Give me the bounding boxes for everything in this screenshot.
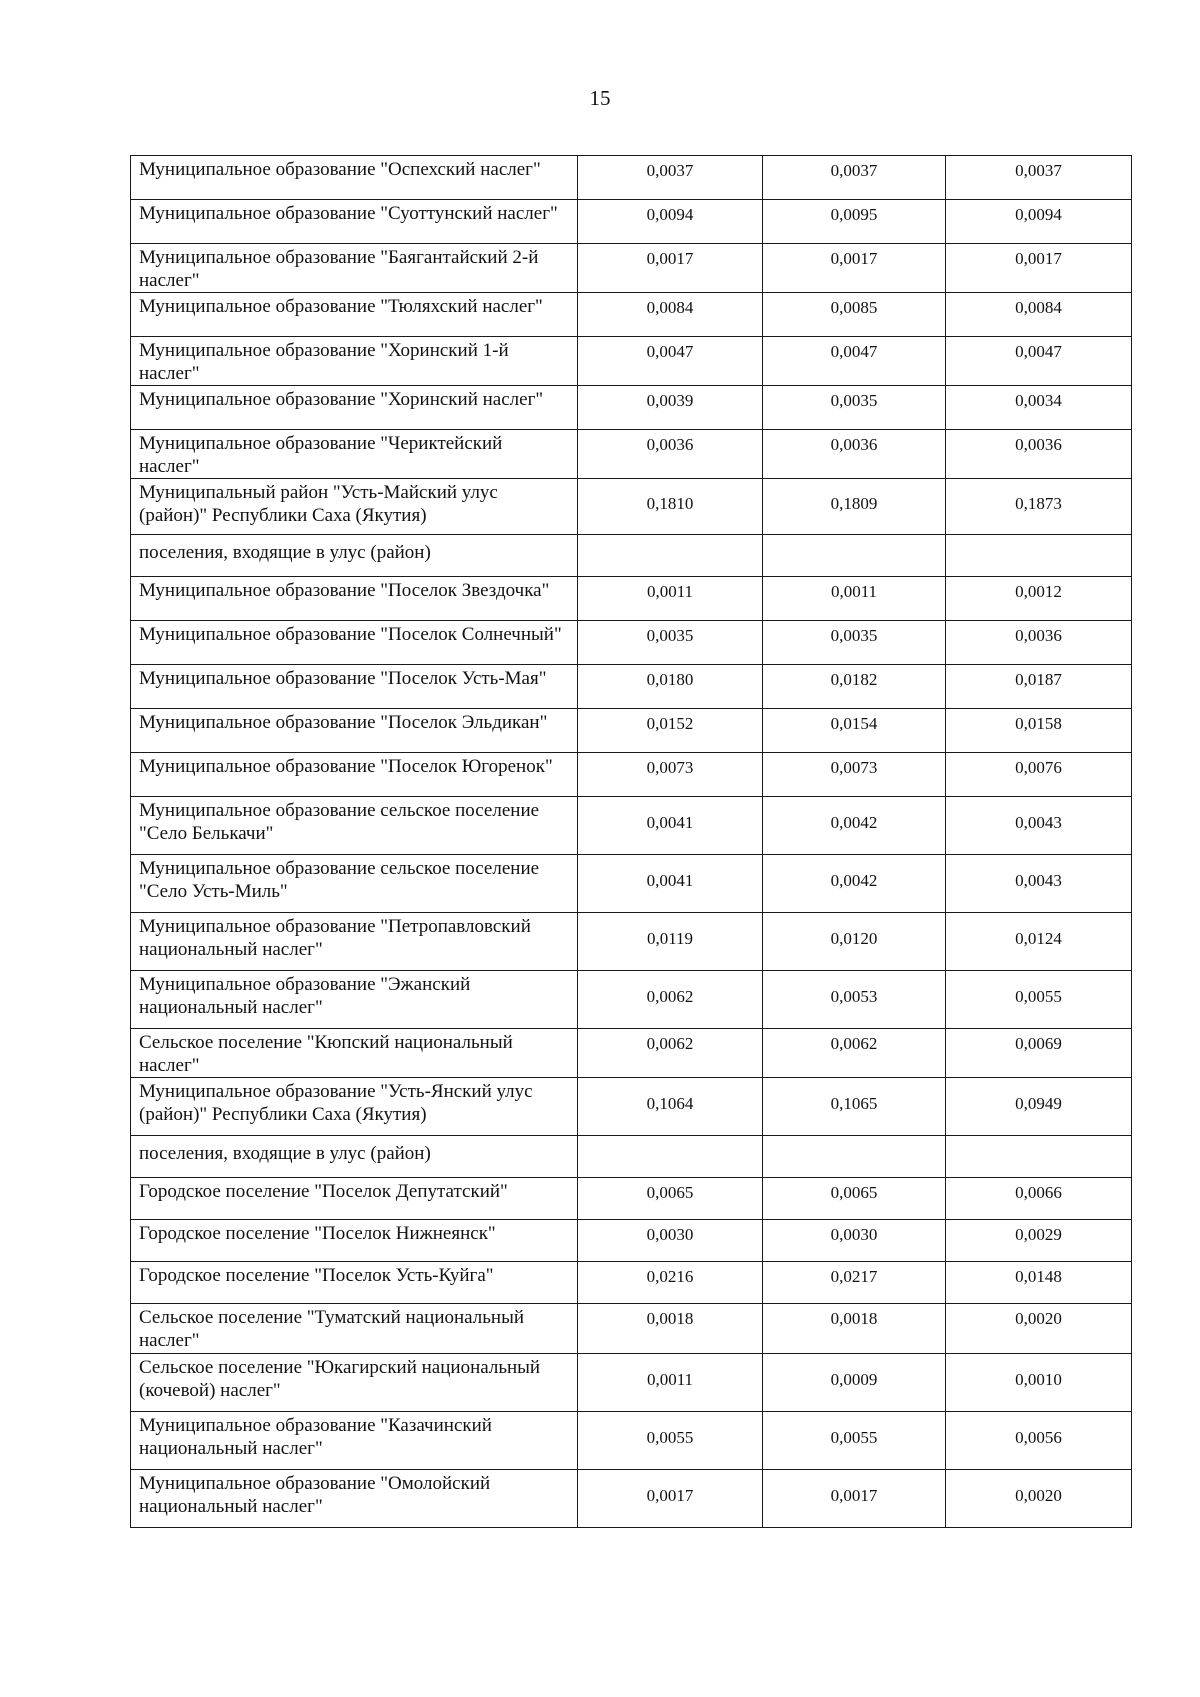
table-row: [131, 621, 1132, 665]
value-2015-cell: 0,0216: [578, 1262, 763, 1304]
value-2015-cell: 0,0073: [578, 753, 763, 797]
table-row: [131, 1354, 1132, 1412]
value-2016-cell: 0,0065: [763, 1178, 946, 1220]
value-2015-cell: 0,0065: [578, 1178, 763, 1220]
row-name-cell: Муниципальное образование "Суоттунский наслег": [131, 200, 578, 244]
value-2016-cell: 0,1065: [763, 1078, 946, 1136]
value-2017-cell: 0,0076: [946, 753, 1132, 797]
table-row: [131, 156, 1132, 200]
row-name-cell: Городское поселение "Поселок Депутатский": [131, 1178, 578, 1220]
table-row: [131, 293, 1132, 337]
value-2015-cell: 0,1810: [578, 479, 763, 535]
table-row: [131, 535, 1132, 577]
value-2016-cell: 0,0217: [763, 1262, 946, 1304]
value-2015-cell: 0,0039: [578, 386, 763, 430]
table-row: [131, 430, 1132, 479]
value-2016-cell: 0,0053: [763, 971, 946, 1029]
row-name-cell: Муниципальное образование "Казачинский национальный наслег": [131, 1412, 578, 1470]
value-2016-cell: 0,0035: [763, 621, 946, 665]
value-2015-cell: 0,0084: [578, 293, 763, 337]
value-2017-cell: 0,0010: [946, 1354, 1132, 1412]
value-2015-cell: 0,0119: [578, 913, 763, 971]
table-row: [131, 577, 1132, 621]
value-2016-cell: 0,0062: [763, 1029, 946, 1078]
value-2017-cell: 0,0012: [946, 577, 1132, 621]
value-2016-cell: 0,0154: [763, 709, 946, 753]
value-2015-cell: 0,0094: [578, 200, 763, 244]
value-2015-cell: 0,0047: [578, 337, 763, 386]
value-2017-cell: 0,0084: [946, 293, 1132, 337]
value-2016-cell: 0,0030: [763, 1220, 946, 1262]
value-2015-cell: 0,0180: [578, 665, 763, 709]
row-name-cell: поселения, входящие в улус (район): [131, 535, 578, 577]
row-name-cell: Муниципальное образование "Оспехский наслег": [131, 156, 578, 200]
table-row: [131, 1220, 1132, 1262]
value-2017-cell: 0,0055: [946, 971, 1132, 1029]
value-2016-cell: 0,0009: [763, 1354, 946, 1412]
row-name-cell: Сельское поселение "Туматский национальный наслег": [131, 1304, 578, 1354]
value-2015-cell: 0,0018: [578, 1304, 763, 1354]
value-2017-cell: 0,0036: [946, 621, 1132, 665]
value-2015-cell: 0,1064: [578, 1078, 763, 1136]
table-row: [131, 1078, 1132, 1136]
row-name-cell: Муниципальное образование "Хоринский наслег": [131, 386, 578, 430]
value-2017-cell: 0,1873: [946, 479, 1132, 535]
value-2015-cell: 0,0062: [578, 971, 763, 1029]
value-2016-cell: 0,0182: [763, 665, 946, 709]
value-2016-cell: 0,0036: [763, 430, 946, 479]
table-row: [131, 1178, 1132, 1220]
value-2017-cell: 0,0949: [946, 1078, 1132, 1136]
row-name-cell: Муниципальное образование "Петропавловский национальный наслег": [131, 913, 578, 971]
table-row: [131, 386, 1132, 430]
table-row: [131, 1470, 1132, 1528]
value-2017-cell: [946, 535, 1132, 577]
row-name-cell: Муниципальное образование "Поселок Эльдикан": [131, 709, 578, 753]
value-2017-cell: 0,0020: [946, 1304, 1132, 1354]
table-row: [131, 855, 1132, 913]
row-name-cell: Муниципальное образование "Хоринский 1-й наслег": [131, 337, 578, 386]
value-2016-cell: [763, 535, 946, 577]
value-2015-cell: 0,0037: [578, 156, 763, 200]
value-2015-cell: 0,0017: [578, 244, 763, 293]
value-2015-cell: 0,0011: [578, 1354, 763, 1412]
row-name-cell: Муниципальное образование "Омолойский национальный наслег": [131, 1470, 578, 1528]
value-2017-cell: 0,0124: [946, 913, 1132, 971]
value-2017-cell: 0,0043: [946, 855, 1132, 913]
value-2015-cell: [578, 1136, 763, 1178]
table-row: [131, 913, 1132, 971]
value-2015-cell: 0,0055: [578, 1412, 763, 1470]
table-row: [131, 1136, 1132, 1178]
row-name-cell: Муниципальное образование "Усть-Янский улус (район)" Республики Саха (Якутия): [131, 1078, 578, 1136]
value-2016-cell: [763, 1136, 946, 1178]
value-2017-cell: 0,0037: [946, 156, 1132, 200]
row-name-cell: Муниципальный район "Усть-Майский улус (район)" Республики Саха (Якутия): [131, 479, 578, 535]
value-2015-cell: 0,0035: [578, 621, 763, 665]
value-2016-cell: 0,0011: [763, 577, 946, 621]
row-name-cell: Муниципальное образование "Чериктейский наслег": [131, 430, 578, 479]
value-2017-cell: 0,0187: [946, 665, 1132, 709]
table-row: [131, 337, 1132, 386]
row-name-cell: Муниципальное образование "Поселок Югоренок": [131, 753, 578, 797]
value-2016-cell: 0,0047: [763, 337, 946, 386]
table-row: [131, 1029, 1132, 1078]
value-2016-cell: 0,0018: [763, 1304, 946, 1354]
row-name-cell: Муниципальное образование "Баягантайский 2-й наслег": [131, 244, 578, 293]
table-row: [131, 665, 1132, 709]
row-name-cell: Муниципальное образование "Поселок Усть-Мая": [131, 665, 578, 709]
value-2017-cell: 0,0056: [946, 1412, 1132, 1470]
value-2017-cell: 0,0034: [946, 386, 1132, 430]
table-row: [131, 244, 1132, 293]
table-row: [131, 1304, 1132, 1354]
row-name-cell: Муниципальное образование "Эжанский национальный наслег": [131, 971, 578, 1029]
value-2015-cell: 0,0011: [578, 577, 763, 621]
row-name-cell: Сельское поселение "Кюпский национальный наслег": [131, 1029, 578, 1078]
value-2015-cell: 0,0041: [578, 797, 763, 855]
value-2017-cell: 0,0094: [946, 200, 1132, 244]
row-name-cell: Сельское поселение "Юкагирский национальный (кочевой) наслег": [131, 1354, 578, 1412]
value-2017-cell: 0,0047: [946, 337, 1132, 386]
table-row: [131, 1262, 1132, 1304]
value-2016-cell: 0,0042: [763, 855, 946, 913]
table-row: [131, 971, 1132, 1029]
value-2017-cell: 0,0043: [946, 797, 1132, 855]
row-name-cell: Муниципальное образование "Поселок Звездочка": [131, 577, 578, 621]
value-2016-cell: 0,0017: [763, 244, 946, 293]
value-2015-cell: 0,0062: [578, 1029, 763, 1078]
row-name-cell: Муниципальное образование "Поселок Солнечный": [131, 621, 578, 665]
value-2017-cell: 0,0029: [946, 1220, 1132, 1262]
value-2016-cell: 0,0095: [763, 200, 946, 244]
table-row: [131, 1412, 1132, 1470]
value-2016-cell: 0,0055: [763, 1412, 946, 1470]
value-2015-cell: 0,0030: [578, 1220, 763, 1262]
value-2015-cell: 0,0017: [578, 1470, 763, 1528]
value-2017-cell: 0,0020: [946, 1470, 1132, 1528]
value-2017-cell: 0,0036: [946, 430, 1132, 479]
row-name-cell: Городское поселение "Поселок Нижнеянск": [131, 1220, 578, 1262]
value-2015-cell: 0,0041: [578, 855, 763, 913]
value-2017-cell: 0,0158: [946, 709, 1132, 753]
value-2016-cell: 0,0035: [763, 386, 946, 430]
table-row: [131, 200, 1132, 244]
row-name-cell: Муниципальное образование сельское поселение "Село Белькачи": [131, 797, 578, 855]
table-row: [131, 709, 1132, 753]
page-number: 15: [589, 86, 611, 110]
value-2016-cell: 0,0085: [763, 293, 946, 337]
row-name-cell: поселения, входящие в улус (район): [131, 1136, 578, 1178]
value-2017-cell: 0,0069: [946, 1029, 1132, 1078]
value-2015-cell: [578, 535, 763, 577]
table-row: [131, 797, 1132, 855]
row-name-cell: Городское поселение "Поселок Усть-Куйга": [131, 1262, 578, 1304]
row-name-cell: Муниципальное образование "Тюляхский наслег": [131, 293, 578, 337]
value-2016-cell: 0,1809: [763, 479, 946, 535]
value-2017-cell: 0,0017: [946, 244, 1132, 293]
value-2016-cell: 0,0037: [763, 156, 946, 200]
table-row: [131, 753, 1132, 797]
value-2017-cell: 0,0066: [946, 1178, 1132, 1220]
value-2015-cell: 0,0036: [578, 430, 763, 479]
allocation-table: [130, 155, 1132, 1528]
value-2016-cell: 0,0017: [763, 1470, 946, 1528]
row-name-cell: Муниципальное образование сельское поселение "Село Усть-Миль": [131, 855, 578, 913]
value-2017-cell: 0,0148: [946, 1262, 1132, 1304]
value-2016-cell: 0,0120: [763, 913, 946, 971]
value-2015-cell: 0,0152: [578, 709, 763, 753]
value-2016-cell: 0,0073: [763, 753, 946, 797]
value-2017-cell: [946, 1136, 1132, 1178]
table-row: [131, 479, 1132, 535]
value-2016-cell: 0,0042: [763, 797, 946, 855]
